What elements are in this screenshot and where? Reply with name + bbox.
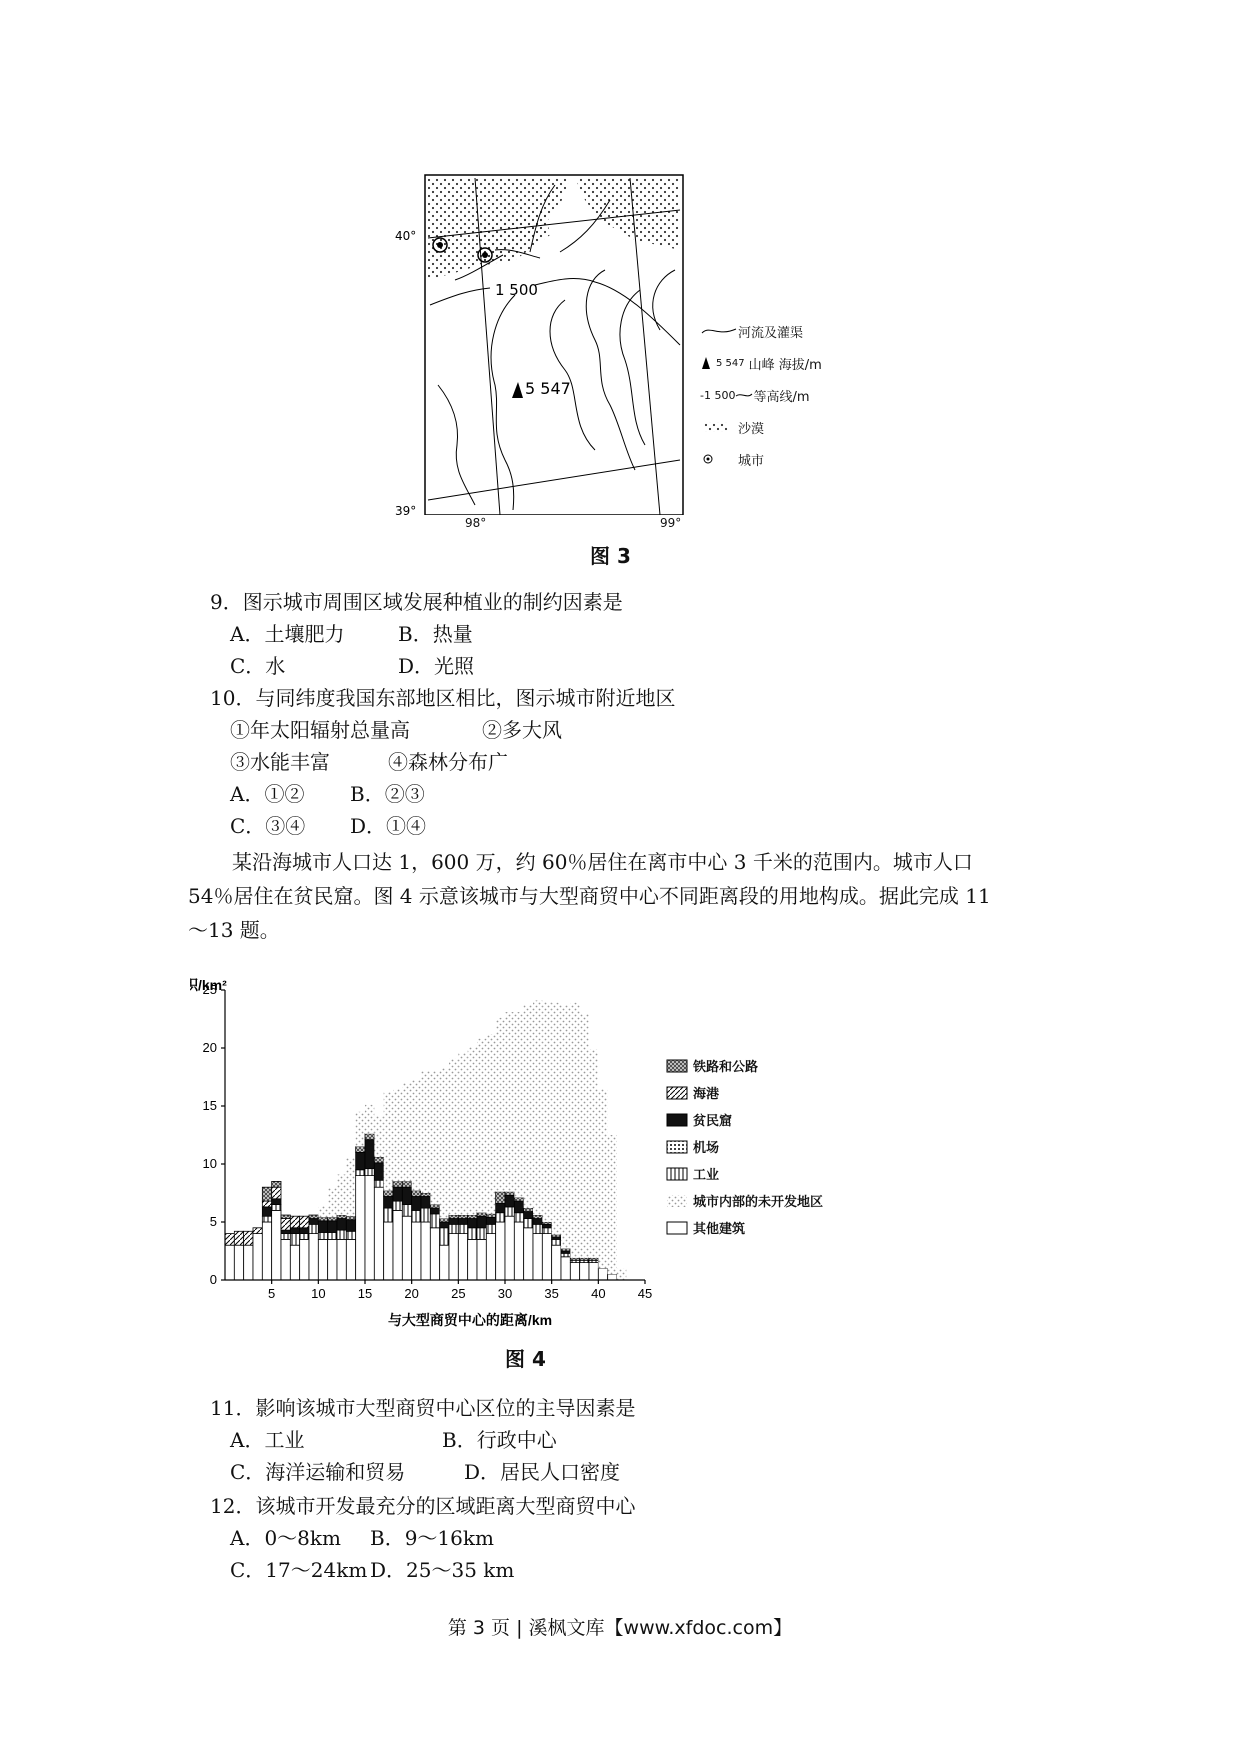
bar-segment-4-8 bbox=[300, 1216, 309, 1228]
bar-segment-0-38 bbox=[580, 1263, 589, 1280]
bar-segment-0-21 bbox=[421, 1222, 430, 1280]
legend-label-1: 海港 bbox=[693, 1087, 720, 1102]
bar-segment-2-19 bbox=[402, 1187, 411, 1204]
bar-segment-5-18 bbox=[393, 1181, 402, 1187]
bar-segment-0-32 bbox=[524, 1228, 533, 1280]
y-tick-label-5: 25 bbox=[202, 982, 217, 997]
passage-line-1: 某沿海城市人口达 1，600 万，约 60％居住在离市中心 3 千米的范围内。城市人口 bbox=[232, 850, 973, 874]
bar-segment-5-26 bbox=[468, 1215, 477, 1218]
x-tick-label-6: 35 bbox=[544, 1286, 559, 1301]
bar-segment-6-37 bbox=[570, 1003, 579, 1258]
bar-segment-5-37 bbox=[570, 1258, 579, 1260]
bar-segment-1-27 bbox=[477, 1228, 486, 1240]
bar-segment-0-1 bbox=[234, 1245, 243, 1280]
bar-segment-5-12 bbox=[337, 1215, 346, 1218]
q9-stem: 9．图示城市周围区域发展种植业的制约因素是 bbox=[210, 590, 623, 614]
bar-segment-0-15 bbox=[365, 1176, 374, 1280]
bar-segment-0-28 bbox=[486, 1234, 495, 1280]
bar-segment-6-30 bbox=[505, 1012, 514, 1192]
page-footer: 第 3 页 | 溪枫文库【www.xfdoc.com】 bbox=[447, 1617, 793, 1639]
bar-segment-6-19 bbox=[402, 1083, 411, 1182]
legend-contour: -1 500 等高线/m bbox=[700, 388, 810, 405]
bar-segment-2-34 bbox=[542, 1224, 551, 1227]
bar-segment-6-11 bbox=[328, 1188, 337, 1217]
bar-segment-2-4 bbox=[262, 1207, 271, 1216]
bar-segment-5-36 bbox=[561, 1249, 570, 1251]
bar-segment-6-34 bbox=[542, 1002, 551, 1222]
q9-option-c: C．水 bbox=[230, 654, 286, 678]
bar-segment-2-23 bbox=[440, 1222, 449, 1228]
x-tick-label-3: 20 bbox=[404, 1286, 419, 1301]
q9-option-b: B．热量 bbox=[398, 622, 473, 646]
bar-segment-0-14 bbox=[356, 1176, 365, 1280]
q10-option-d: D．①④ bbox=[350, 814, 427, 838]
bar-segment-1-26 bbox=[468, 1228, 477, 1240]
bar-segment-4-1 bbox=[234, 1231, 243, 1245]
bar-segment-5-25 bbox=[458, 1215, 467, 1218]
bar-segment-0-41 bbox=[608, 1274, 617, 1280]
bar-segment-0-18 bbox=[393, 1210, 402, 1280]
bar-segment-0-0 bbox=[225, 1245, 234, 1280]
bar-segment-2-27 bbox=[477, 1216, 486, 1228]
q12-option-c: C．17～24km bbox=[230, 1558, 368, 1582]
bar-segment-5-39 bbox=[589, 1258, 598, 1260]
x-tick-label-0: 5 bbox=[268, 1286, 276, 1301]
bar-segment-6-31 bbox=[514, 1012, 523, 1198]
q12-option-d: D．25～35 km bbox=[370, 1558, 515, 1582]
bar-segment-1-6 bbox=[281, 1234, 290, 1240]
bar-segment-2-18 bbox=[393, 1187, 402, 1201]
bar-segment-0-19 bbox=[402, 1216, 411, 1280]
legend-item-2 bbox=[665, 1106, 895, 1133]
bar-segment-0-3 bbox=[253, 1234, 262, 1280]
legend-label-0: 铁路和公路 bbox=[693, 1060, 759, 1075]
legend-item-5 bbox=[665, 1187, 895, 1214]
bar-segment-0-36 bbox=[561, 1257, 570, 1280]
bar-segment-0-4 bbox=[262, 1222, 271, 1280]
bar-segment-6-14 bbox=[356, 1112, 365, 1147]
bar-segment-0-9 bbox=[309, 1234, 318, 1280]
peak-label: 5 547 bbox=[525, 379, 571, 398]
bar-segment-0-35 bbox=[552, 1245, 561, 1280]
bar-segment-1-24 bbox=[449, 1224, 458, 1233]
bar-segment-6-10 bbox=[318, 1206, 327, 1218]
bar-segment-0-31 bbox=[514, 1222, 523, 1280]
bar-segment-5-24 bbox=[449, 1215, 458, 1218]
bar-segment-2-25 bbox=[458, 1219, 467, 1225]
peak-icon bbox=[700, 355, 712, 371]
bar-segment-0-25 bbox=[458, 1234, 467, 1280]
bar-segment-2-26 bbox=[468, 1219, 477, 1228]
bar-segment-2-21 bbox=[421, 1196, 430, 1208]
q10-statement-3: ③水能丰富 bbox=[230, 750, 330, 774]
q11-option-a: A．工业 bbox=[230, 1428, 305, 1452]
contour-label: 1 500 bbox=[495, 281, 538, 299]
legend-swatch-light-dots bbox=[665, 1193, 693, 1209]
bar-segment-0-11 bbox=[328, 1239, 337, 1280]
bar-segment-2-17 bbox=[384, 1196, 393, 1208]
desert-area-right bbox=[575, 178, 680, 250]
x-tick-label-2: 15 bbox=[357, 1286, 373, 1301]
bar-segment-1-14 bbox=[356, 1170, 365, 1176]
q9-option-d: D．光照 bbox=[398, 654, 475, 678]
bar-segment-5-30 bbox=[505, 1192, 514, 1195]
bar-segment-5-38 bbox=[580, 1258, 589, 1260]
bar-segment-0-33 bbox=[533, 1234, 542, 1280]
bar-segment-5-35 bbox=[552, 1235, 561, 1237]
q9-option-a: A．土壤肥力 bbox=[230, 622, 345, 646]
bar-segment-6-13 bbox=[346, 1158, 355, 1216]
bar-segment-1-8 bbox=[300, 1234, 309, 1240]
q10-statement-1: ①年太阳辐射总量高 bbox=[230, 718, 410, 742]
bar-segment-0-12 bbox=[337, 1239, 346, 1280]
q12-option-a: A．0～8km bbox=[230, 1526, 341, 1550]
x-axis-label: 与大型商贸中心的距离/km bbox=[387, 1312, 553, 1328]
desert-icon bbox=[700, 419, 738, 435]
bar-segment-6-21 bbox=[421, 1071, 430, 1193]
bar-segment-6-12 bbox=[337, 1174, 346, 1215]
bar-segment-6-25 bbox=[458, 1053, 467, 1215]
bar-segment-5-31 bbox=[514, 1198, 523, 1201]
bar-segment-4-6 bbox=[281, 1219, 290, 1231]
bar-segment-5-11 bbox=[328, 1217, 337, 1220]
bar-segment-5-28 bbox=[486, 1214, 495, 1217]
bar-segment-1-23 bbox=[440, 1228, 449, 1245]
bar-segment-0-37 bbox=[570, 1263, 579, 1280]
bar-segment-1-32 bbox=[524, 1219, 533, 1228]
bar-segment-5-20 bbox=[412, 1191, 421, 1197]
bar-segment-2-10 bbox=[318, 1221, 327, 1233]
bar-segment-2-7 bbox=[290, 1228, 299, 1234]
bar-segment-5-16 bbox=[374, 1157, 383, 1163]
bar-segment-1-5 bbox=[272, 1205, 281, 1211]
q10-option-b: B．②③ bbox=[350, 782, 425, 806]
bar-segment-1-31 bbox=[514, 1213, 523, 1222]
bar-segment-1-17 bbox=[384, 1208, 393, 1222]
bar-segment-5-13 bbox=[346, 1216, 355, 1219]
legend-swatch-hatch bbox=[665, 1085, 693, 1101]
q10-stem: 10．与同纬度我国东部地区相比，图示城市附近地区 bbox=[210, 686, 676, 710]
passage-line-3: ～13 题。 bbox=[188, 918, 280, 942]
bar-segment-4-7 bbox=[290, 1216, 299, 1228]
bar-segment-6-42 bbox=[617, 1268, 626, 1280]
figure-4 bbox=[190, 960, 890, 1330]
bar-segment-2-28 bbox=[486, 1217, 495, 1224]
legend-item-6 bbox=[665, 1214, 895, 1241]
bar-segment-1-28 bbox=[486, 1224, 495, 1233]
bar-segment-1-22 bbox=[430, 1214, 439, 1228]
y-tick-label-4: 20 bbox=[202, 1040, 217, 1055]
legend-label-2: 贫民窟 bbox=[693, 1114, 733, 1129]
bar-segment-2-33 bbox=[533, 1219, 542, 1225]
y-tick-label-3: 15 bbox=[202, 1098, 217, 1113]
bar-segment-2-30 bbox=[505, 1195, 514, 1207]
bar-segment-6-18 bbox=[393, 1089, 402, 1182]
bar-segment-1-25 bbox=[458, 1224, 467, 1233]
bar-segment-1-10 bbox=[318, 1232, 327, 1239]
bar-segment-1-34 bbox=[542, 1228, 551, 1234]
x-tick-label-8: 45 bbox=[637, 1286, 653, 1301]
bar-segment-1-20 bbox=[412, 1210, 421, 1222]
bar-segment-1-7 bbox=[290, 1234, 299, 1246]
q11-stem: 11．影响该城市大型商贸中心区位的主导因素是 bbox=[210, 1396, 636, 1420]
bar-segment-0-34 bbox=[542, 1234, 551, 1280]
bar-segment-2-24 bbox=[449, 1219, 458, 1225]
bar-segment-1-33 bbox=[533, 1224, 542, 1233]
bar-segment-2-12 bbox=[337, 1219, 346, 1231]
q11-option-d: D．居民人口密度 bbox=[464, 1460, 621, 1484]
bar-segment-0-24 bbox=[449, 1234, 458, 1280]
bar-segment-2-31 bbox=[514, 1201, 523, 1213]
legend-label-6: 其他建筑 bbox=[693, 1222, 746, 1237]
bar-segment-0-27 bbox=[477, 1239, 486, 1280]
bar-segment-0-16 bbox=[374, 1187, 383, 1280]
bar-segment-0-20 bbox=[412, 1222, 421, 1280]
bar-segment-2-11 bbox=[328, 1221, 337, 1233]
city-icon bbox=[700, 451, 738, 467]
legend-label-4: 工业 bbox=[693, 1168, 720, 1183]
bar-segment-6-40 bbox=[598, 1089, 607, 1269]
x-tick-label-1: 10 bbox=[311, 1286, 326, 1301]
bar-segment-1-35 bbox=[552, 1239, 561, 1245]
bar-segment-0-13 bbox=[346, 1239, 355, 1280]
map-legend bbox=[700, 315, 895, 475]
bar-segment-6-20 bbox=[412, 1080, 421, 1190]
q11-option-c: C．海洋运输和贸易 bbox=[230, 1460, 406, 1484]
y-tick-label-1: 5 bbox=[209, 1214, 217, 1229]
legend-swatch-solid bbox=[665, 1112, 693, 1128]
bar-segment-6-17 bbox=[384, 1092, 393, 1191]
bar-segment-6-39 bbox=[589, 1049, 598, 1258]
bar-segment-4-3 bbox=[253, 1228, 262, 1234]
bar-segment-6-26 bbox=[468, 1047, 477, 1215]
q12-option-b: B．9～16km bbox=[370, 1526, 494, 1550]
legend-item-3 bbox=[665, 1133, 895, 1160]
legend-swatch-vlines bbox=[665, 1166, 693, 1182]
bar-segment-2-16 bbox=[374, 1163, 383, 1180]
bar-segment-5-9 bbox=[309, 1215, 318, 1218]
legend-river: 河流及灌渠 bbox=[700, 315, 895, 347]
bar-segment-0-30 bbox=[505, 1216, 514, 1280]
bar-segment-5-17 bbox=[384, 1191, 393, 1197]
bar-segment-5-34 bbox=[542, 1222, 551, 1224]
bar-segment-5-15 bbox=[365, 1134, 374, 1140]
bar-segment-2-13 bbox=[346, 1220, 355, 1232]
bar-segment-6-16 bbox=[374, 1116, 383, 1157]
q12-stem: 12．该城市开发最充分的区域距离大型商贸中心 bbox=[210, 1494, 636, 1518]
bar-segment-5-4 bbox=[262, 1187, 271, 1201]
bar-segment-6-22 bbox=[430, 1071, 439, 1204]
bar-segment-6-41 bbox=[608, 1135, 617, 1274]
bar-segment-5-5 bbox=[272, 1181, 281, 1187]
bar-segment-1-11 bbox=[328, 1232, 337, 1239]
figure-4-caption: 图 4 bbox=[505, 1347, 546, 1371]
bar-segment-0-29 bbox=[496, 1222, 505, 1280]
bar-segment-0-10 bbox=[318, 1239, 327, 1280]
legend-swatch-dots bbox=[665, 1139, 693, 1155]
passage-line-2: 54％居住在贫民窟。图 4 示意该城市与大型商贸中心不同距离段的用地构成。据此完成 11 bbox=[188, 884, 991, 908]
bar-segment-0-6 bbox=[281, 1239, 290, 1280]
y-tick-label-2: 10 bbox=[202, 1156, 217, 1171]
bar-segment-5-21 bbox=[421, 1193, 430, 1196]
bar-segment-5-33 bbox=[533, 1215, 542, 1218]
bar-segment-2-32 bbox=[524, 1212, 533, 1219]
bar-segment-6-24 bbox=[449, 1058, 458, 1215]
bar-segment-2-9 bbox=[309, 1219, 318, 1225]
bar-segment-1-29 bbox=[496, 1213, 505, 1222]
bar-segment-6-29 bbox=[496, 1018, 505, 1192]
bar-segment-6-15 bbox=[365, 1105, 374, 1134]
bar-segment-0-2 bbox=[244, 1245, 253, 1280]
x-tick-label-5: 30 bbox=[497, 1286, 513, 1301]
legend-label-3: 机场 bbox=[693, 1141, 720, 1156]
bar-segment-2-8 bbox=[300, 1228, 309, 1234]
bar-segment-0-23 bbox=[440, 1245, 449, 1280]
legend-item-1 bbox=[665, 1079, 895, 1106]
contour-icon bbox=[735, 387, 753, 403]
bar-segment-1-9 bbox=[309, 1224, 318, 1233]
bar-segment-5-23 bbox=[440, 1219, 449, 1222]
bar-segment-5-22 bbox=[430, 1205, 439, 1208]
bar-segment-2-22 bbox=[430, 1208, 439, 1214]
bar-segment-2-5 bbox=[272, 1199, 281, 1205]
bar-segment-1-13 bbox=[346, 1231, 355, 1239]
bar-segment-1-15 bbox=[365, 1169, 374, 1176]
lon-label-99: 99° bbox=[660, 516, 682, 530]
bar-segment-6-35 bbox=[552, 1003, 561, 1235]
bar-segment-5-19 bbox=[402, 1181, 411, 1187]
legend-label-5: 城市内部的未开发地区 bbox=[693, 1195, 824, 1210]
bar-segment-5-29 bbox=[496, 1192, 505, 1204]
bar-segment-6-27 bbox=[477, 1039, 486, 1213]
legend-swatch-cross bbox=[665, 1058, 693, 1074]
legend-city: 城市 bbox=[700, 443, 895, 475]
lon-label-98: 98° bbox=[465, 516, 487, 530]
bar-segment-1-4 bbox=[262, 1216, 271, 1222]
bar-segment-4-2 bbox=[244, 1231, 253, 1245]
bars bbox=[225, 1000, 626, 1280]
chart-legend bbox=[665, 1052, 895, 1241]
bar-segment-2-6 bbox=[281, 1230, 290, 1233]
bar-segment-1-21 bbox=[421, 1208, 430, 1222]
bar-segment-4-0 bbox=[225, 1234, 234, 1246]
bar-segment-1-30 bbox=[505, 1207, 514, 1216]
bar-segment-1-36 bbox=[561, 1253, 570, 1256]
bar-segment-6-36 bbox=[561, 1005, 570, 1249]
bar-segment-2-20 bbox=[412, 1196, 421, 1210]
lat-label-40: 40° bbox=[395, 229, 417, 243]
bar-segment-0-22 bbox=[430, 1228, 439, 1280]
bar-segment-0-39 bbox=[589, 1263, 598, 1280]
bar-segment-0-26 bbox=[468, 1239, 477, 1280]
bar-segment-5-10 bbox=[318, 1217, 327, 1220]
bar-segment-5-6 bbox=[281, 1215, 290, 1218]
x-tick-label-7: 40 bbox=[591, 1286, 606, 1301]
bar-segment-2-15 bbox=[365, 1140, 374, 1169]
q10-statement-4: ④森林分布广 bbox=[388, 750, 508, 774]
bar-segment-6-28 bbox=[486, 1034, 495, 1214]
lat-label-39: 39° bbox=[395, 504, 417, 515]
bar-segment-5-32 bbox=[524, 1208, 533, 1211]
legend-peak: 5 547 山峰 海拔/m bbox=[700, 347, 895, 379]
bar-segment-0-5 bbox=[272, 1210, 281, 1280]
y-axis-label: 积/km² bbox=[190, 977, 227, 993]
figure-3-caption: 图 3 bbox=[590, 544, 631, 568]
q10-option-a: A．①② bbox=[230, 782, 305, 806]
bar-segment-4-4 bbox=[262, 1201, 271, 1207]
bar-segment-6-32 bbox=[524, 1005, 533, 1208]
q10-option-c: C．③④ bbox=[230, 814, 306, 838]
bar-segment-2-29 bbox=[496, 1203, 505, 1212]
bar-segment-1-18 bbox=[393, 1201, 402, 1210]
bar-segment-2-14 bbox=[356, 1152, 365, 1169]
legend-desert: 沙漠 bbox=[700, 411, 895, 443]
q10-statement-2: ②多大风 bbox=[482, 718, 562, 742]
bar-segment-1-12 bbox=[337, 1230, 346, 1239]
x-tick-label-4: 25 bbox=[451, 1286, 466, 1301]
bar-segment-0-40 bbox=[598, 1268, 607, 1280]
y-tick-label-0: 0 bbox=[209, 1272, 217, 1287]
bar-segment-5-27 bbox=[477, 1213, 486, 1216]
bar-segment-6-33 bbox=[533, 1000, 542, 1215]
q11-option-b: B．行政中心 bbox=[442, 1428, 557, 1452]
peak-icon bbox=[512, 382, 523, 398]
bar-segment-5-14 bbox=[356, 1147, 365, 1153]
bar-segment-6-23 bbox=[440, 1068, 449, 1219]
legend-item-0 bbox=[665, 1052, 895, 1079]
bar-segment-0-17 bbox=[384, 1222, 393, 1280]
legend-swatch-white bbox=[665, 1220, 693, 1236]
bar-segment-0-8 bbox=[300, 1239, 309, 1280]
bar-segment-1-19 bbox=[402, 1205, 411, 1217]
legend-item-4 bbox=[665, 1160, 895, 1187]
bar-segment-1-16 bbox=[374, 1180, 383, 1187]
river-icon bbox=[700, 323, 738, 339]
figure-3 bbox=[395, 170, 895, 530]
bar-segment-4-5 bbox=[272, 1187, 281, 1199]
bar-segment-6-38 bbox=[580, 1014, 589, 1258]
bar-segment-0-7 bbox=[290, 1245, 299, 1280]
